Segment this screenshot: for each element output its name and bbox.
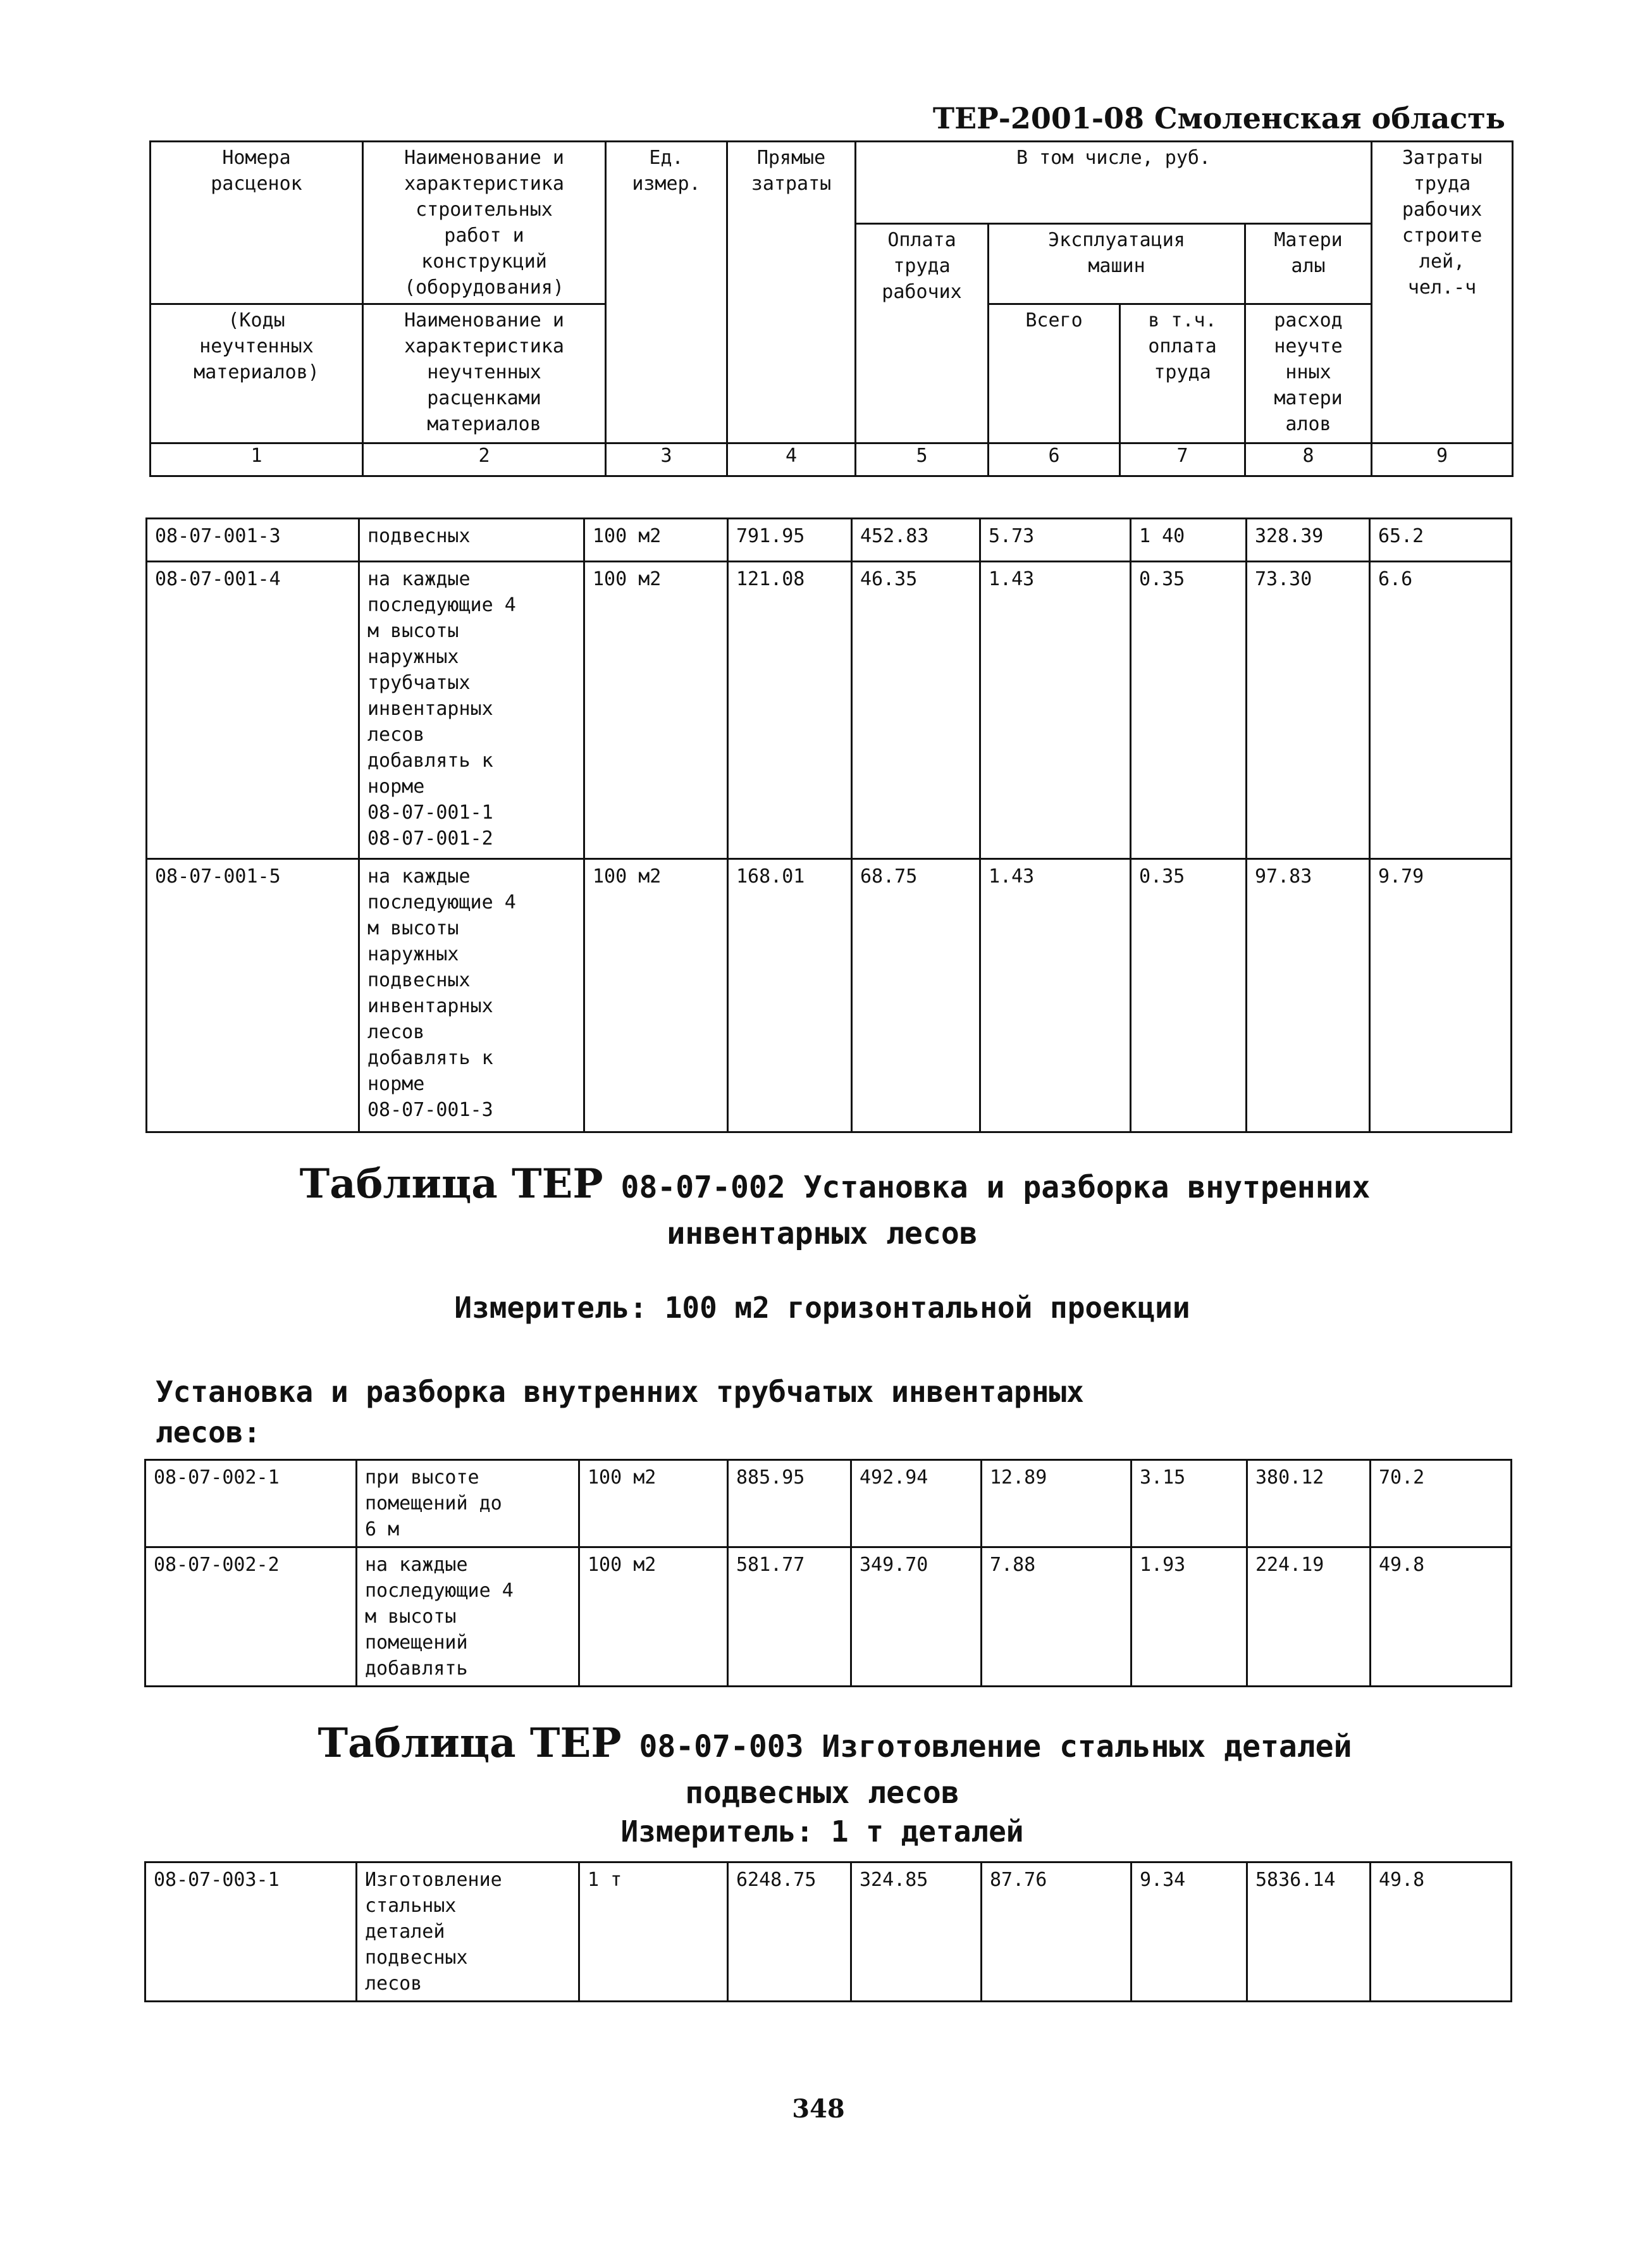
section-title-line2: подвесных лесов: [685, 1775, 959, 1811]
rate-materials: 380.12: [1247, 1460, 1371, 1547]
table-row: [147, 562, 1512, 859]
rate-name: при высоте помещений до 6 м: [357, 1460, 579, 1547]
header-worker-labor: Затраты труда рабочих строите лей, чел.-ч: [1372, 142, 1513, 443]
header-machine-incl-labor: в т.ч. оплата труда: [1120, 304, 1245, 443]
rate-unit: 1 т: [579, 1862, 728, 2002]
section-title-08-07-002: [126, 1160, 1543, 1209]
rate-code: 08-07-002-2: [145, 1547, 357, 1687]
rate-direct-costs: 791.95: [728, 519, 852, 562]
rate-machine-labor: 0.35: [1131, 859, 1247, 1132]
rate-machine-total: 12.89: [982, 1460, 1131, 1547]
rate-unit: 100 м2: [579, 1460, 728, 1547]
rate-machine-total: 87.76: [982, 1862, 1131, 2002]
rate-code: 08-07-002-1: [145, 1460, 357, 1547]
rate-machine-labor: 1.93: [1131, 1547, 1247, 1687]
rates-table-08-07-002: [144, 1459, 1512, 1687]
rate-machine-labor: 1 40: [1131, 519, 1247, 562]
rate-direct-costs: 6248.75: [728, 1862, 851, 2002]
rate-code: 08-07-001-3: [147, 519, 359, 562]
column-number: 4: [727, 443, 856, 476]
rate-machine-labor: 9.34: [1131, 1862, 1247, 2002]
rate-worker-labor: 49.8: [1371, 1547, 1512, 1687]
rate-worker-labor: 65.2: [1370, 519, 1512, 562]
header-materials: Матери алы: [1245, 224, 1372, 304]
rate-materials: 5836.14: [1247, 1862, 1371, 2002]
rate-unit: 100 м2: [584, 859, 728, 1132]
table-row: [147, 519, 1512, 562]
rate-labor-pay: 68.75: [852, 859, 980, 1132]
rate-labor-pay: 492.94: [851, 1460, 982, 1547]
header-unaccounted-codes: (Коды неучтенных материалов): [151, 304, 363, 443]
rate-name: на каждые последующие 4 м высоты наружных подвесных инвентарных лесов добавлять к норме 08-07-001-3: [359, 859, 584, 1132]
rate-direct-costs: 581.77: [728, 1547, 851, 1687]
section-title-line2: инвентарных лесов: [667, 1216, 978, 1251]
column-number: 2: [363, 443, 606, 476]
rates-table-08-07-003: [144, 1861, 1512, 2002]
rate-machine-labor: 3.15: [1131, 1460, 1247, 1547]
header-machine-operation: Эксплуатация машин: [989, 224, 1245, 304]
rate-name: на каждые последующие 4 м высоты помещений добавлять: [357, 1547, 579, 1687]
header-name: Наименование и характеристика строительных работ и конструкций (оборудования): [363, 142, 606, 304]
column-header-table: [149, 140, 1514, 477]
rate-name: на каждые последующие 4 м высоты наружных трубчатых инвентарных лесов добавлять к норме 08-07-001-1 08-07-001-2: [359, 562, 584, 859]
column-number: 9: [1372, 443, 1513, 476]
rate-direct-costs: 121.08: [728, 562, 852, 859]
rate-labor-pay: 46.35: [852, 562, 980, 859]
section-title-line1: 08-07-002 Установка и разборка внутренних: [620, 1170, 1371, 1205]
column-number: 5: [856, 443, 989, 476]
measure-unit-08-07-002: Измеритель: 100 м2 горизонтальной проекции: [454, 1291, 1190, 1325]
rate-unit: 100 м2: [584, 519, 728, 562]
rate-machine-labor: 0.35: [1131, 562, 1247, 859]
rate-materials: 97.83: [1247, 859, 1370, 1132]
section-title-lead: Таблица ТЕР: [299, 1160, 603, 1208]
header-machine-total: Всего: [989, 304, 1120, 443]
rate-name: Изготовление стальных деталей подвесных лесов: [357, 1862, 579, 2002]
rate-unit: 100 м2: [584, 562, 728, 859]
header-unit: Ед. измер.: [606, 142, 727, 443]
rate-code: 08-07-001-4: [147, 562, 359, 859]
rates-table-08-07-001: [145, 517, 1512, 1133]
table-row: [145, 1862, 1512, 2002]
column-number: 3: [606, 443, 727, 476]
rate-direct-costs: 885.95: [728, 1460, 851, 1547]
rate-machine-total: 7.88: [982, 1547, 1131, 1687]
rate-name: подвесных: [359, 519, 584, 562]
rate-code: 08-07-001-5: [147, 859, 359, 1132]
section-subheading: Установка и разборка внутренних трубчатых инвентарных лесов:: [156, 1375, 1084, 1449]
table-row: [145, 1547, 1512, 1687]
rate-worker-labor: 49.8: [1371, 1862, 1512, 2002]
rate-unit: 100 м2: [579, 1547, 728, 1687]
table-row: [145, 1460, 1512, 1547]
rate-direct-costs: 168.01: [728, 859, 852, 1132]
rate-materials: 73.30: [1247, 562, 1370, 859]
column-number: 6: [989, 443, 1120, 476]
rate-labor-pay: 349.70: [851, 1547, 982, 1687]
rate-machine-total: 5.73: [980, 519, 1131, 562]
rate-materials: 328.39: [1247, 519, 1370, 562]
rate-machine-total: 1.43: [980, 562, 1131, 859]
rate-labor-pay: 324.85: [851, 1862, 982, 2002]
section-title-line1: 08-07-003 Изготовление стальных деталей: [639, 1729, 1352, 1764]
table-row: [147, 859, 1512, 1132]
rate-worker-labor: 70.2: [1371, 1460, 1512, 1547]
header-unaccounted-consumption: расход неучте нных матери алов: [1245, 304, 1372, 443]
rate-code: 08-07-003-1: [145, 1862, 357, 2002]
column-number: 8: [1245, 443, 1372, 476]
column-number: 7: [1120, 443, 1245, 476]
column-number: 1: [151, 443, 363, 476]
header-including: В том числе, руб.: [856, 142, 1372, 224]
rate-worker-labor: 9.79: [1370, 859, 1512, 1132]
measure-unit-08-07-003: Измеритель: 1 т деталей: [620, 1814, 1024, 1849]
section-title-08-07-003: [126, 1722, 1543, 1768]
section-title-lead: Таблица ТЕР: [318, 1720, 622, 1767]
header-direct-costs: Прямые затраты: [727, 142, 856, 443]
rate-labor-pay: 452.83: [852, 519, 980, 562]
document-header-title: ТЕР-2001-08 Смоленская область: [932, 101, 1505, 135]
header-code: Номера расценок: [151, 142, 363, 304]
page-number: 348: [792, 2094, 845, 2124]
header-unaccounted-names: Наименование и характеристика неучтенных расценками материалов: [363, 304, 606, 443]
header-labor-pay: Оплата труда рабочих: [856, 224, 989, 443]
rate-machine-total: 1.43: [980, 859, 1131, 1132]
rate-materials: 224.19: [1247, 1547, 1371, 1687]
rate-worker-labor: 6.6: [1370, 562, 1512, 859]
